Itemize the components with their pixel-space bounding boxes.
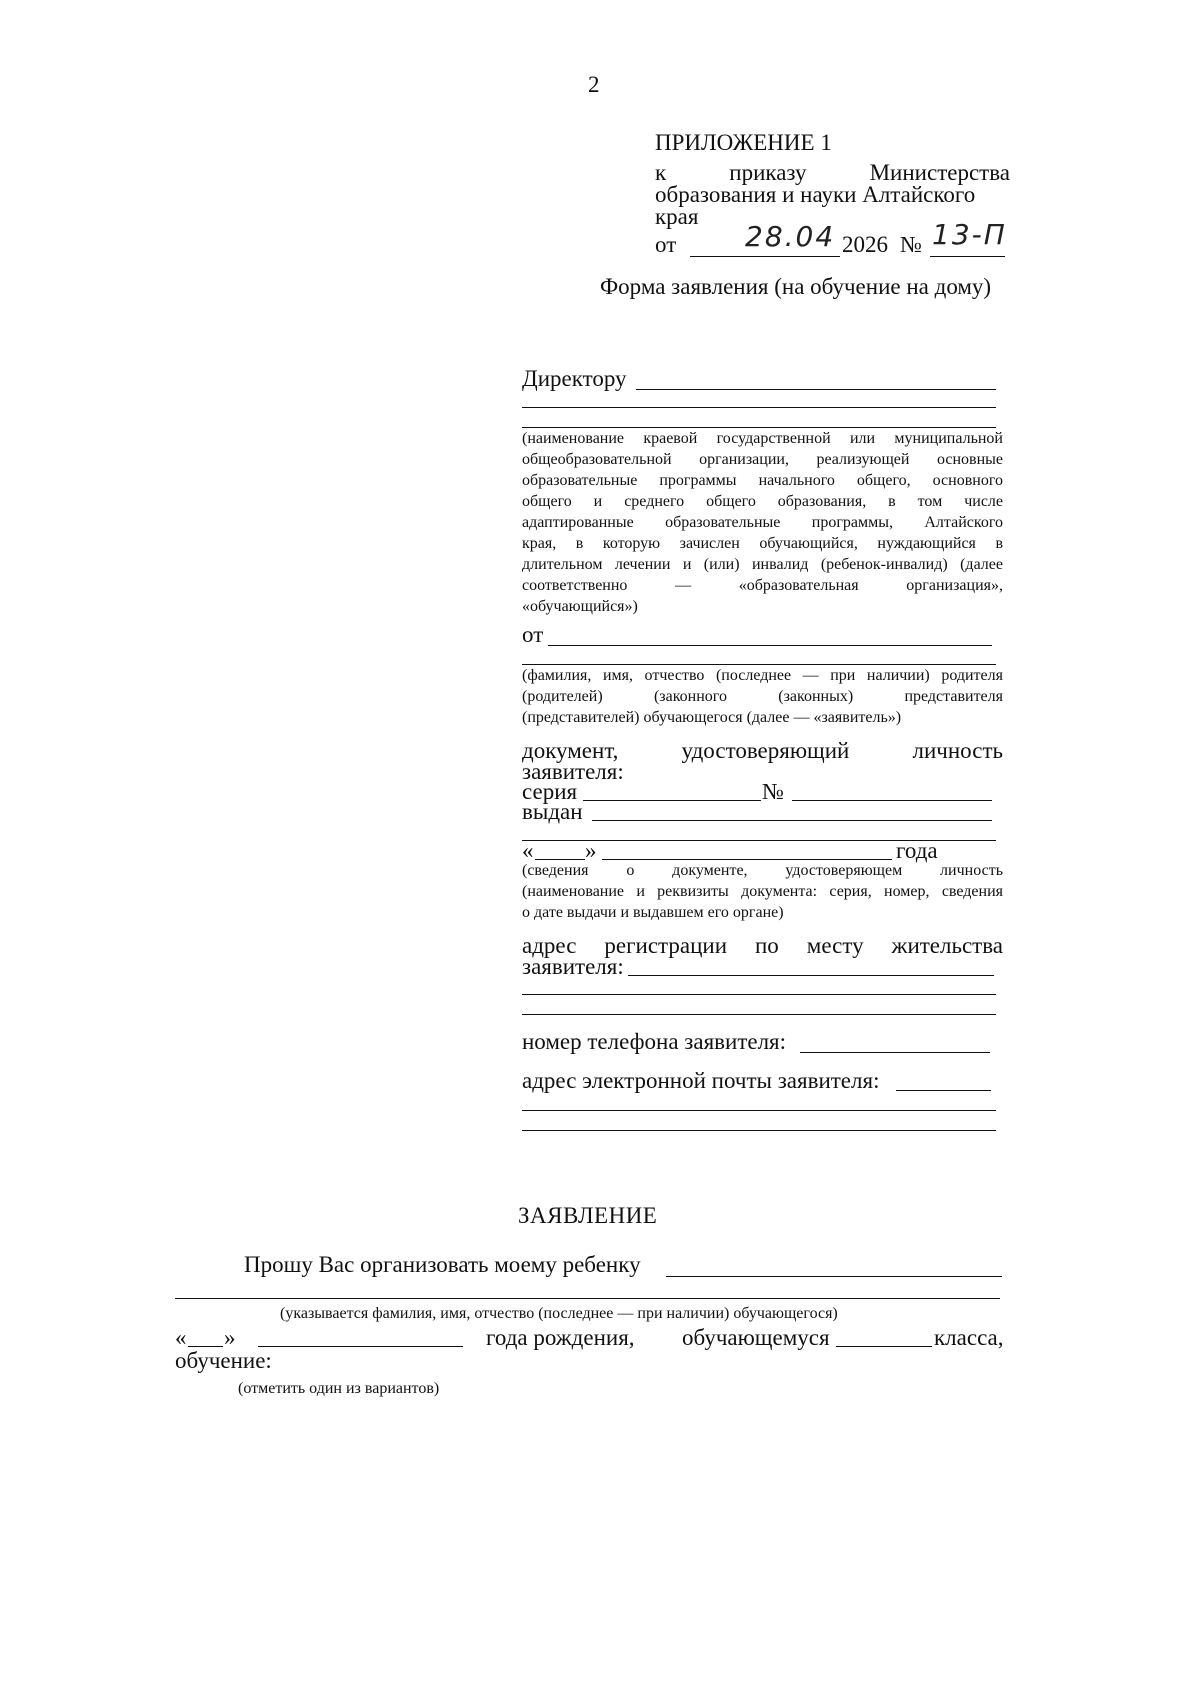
director-note-line: общеобразовательной организации, реализующей основные — [522, 451, 1003, 468]
issue-year-label: года — [896, 838, 938, 863]
child-name-field-line-1[interactable] — [666, 1276, 1002, 1277]
appendix-ministry-word: Министерства — [869, 160, 1010, 185]
studying-label: обучающемуся — [682, 1325, 830, 1350]
education-label: обучение: — [175, 1348, 272, 1373]
from-note-line: (родителей) (законного (законных) представителя — [522, 688, 1003, 705]
doc-number-label: № — [762, 779, 784, 804]
address-field-line-2[interactable] — [522, 994, 996, 995]
document-heading-line-1: документ, удостоверяющий личность — [522, 738, 1003, 763]
document-heading-line-2: заявителя: — [522, 759, 624, 784]
series-field-line[interactable] — [583, 800, 761, 801]
phone-label: номер телефона заявителя: — [522, 1029, 787, 1054]
page-number: 2 — [588, 72, 600, 97]
appendix-line-2: образования и науки Алтайского — [655, 182, 976, 207]
class-label: класса, — [934, 1325, 1004, 1350]
issue-day-open-quote: « — [522, 838, 534, 863]
director-note — [522, 428, 1003, 617]
director-note-line: длительном лечении и (или) инвалид (ребенок-инвалид) (далее — [522, 556, 1003, 573]
director-note-line: (наименование краевой государственной или муниципальной — [522, 430, 1003, 447]
from-note-line: (представителей) обучающегося (далее — «заявитель») — [522, 709, 902, 726]
issue-day-close-quote: » — [585, 838, 597, 863]
director-note-line: края, в которую зачислен обучающийся, нуждающийся в — [522, 535, 1003, 552]
child-name-field-line-2[interactable] — [175, 1298, 1000, 1299]
handwritten-date: 28.04 — [745, 220, 836, 253]
issued-field-line-1[interactable] — [592, 820, 992, 821]
document-note-line: (сведения о документе, удостоверяющем личность — [522, 862, 1003, 879]
class-field-line[interactable] — [836, 1346, 932, 1347]
director-label: Директору — [522, 366, 627, 391]
director-note-line: «обучающийся») — [522, 598, 638, 615]
address-heading-line-2: заявителя: — [522, 954, 624, 979]
document-note-line: о дате выдачи и выдавшем его органе) — [522, 904, 784, 921]
number-underline — [930, 256, 1005, 257]
birth-year-label: года рождения, — [486, 1325, 635, 1350]
director-note-line: адаптированные образовательные программы, Алтайского — [522, 514, 1003, 531]
director-note-line: соответственно — «образовательная организация», — [522, 577, 1003, 594]
appendix-k: к — [655, 160, 667, 185]
birth-day-field-line[interactable] — [188, 1346, 223, 1347]
date-underline — [690, 256, 840, 257]
from-note-line: (фамилия, имя, отчество (последнее — при наличии) родителя — [522, 667, 1003, 684]
birth-day-close-quote: » — [224, 1325, 236, 1350]
appendix-line-3: края — [655, 204, 699, 229]
handwritten-number: 13-П — [932, 218, 1007, 251]
address-field-line-1[interactable] — [628, 975, 994, 976]
birth-year-field-line[interactable] — [258, 1346, 463, 1347]
email-field-line-1[interactable] — [896, 1090, 991, 1091]
doc-number-field-line[interactable] — [792, 800, 992, 801]
from-note — [522, 665, 1003, 728]
email-field-line-3[interactable] — [522, 1130, 996, 1131]
child-note: (указывается фамилия, имя, отчество (последнее — при наличии) обучающегося) — [280, 1305, 838, 1322]
appendix-year: 2026 — [842, 232, 888, 257]
appendix-from-label: от — [655, 232, 677, 257]
form-caption: Форма заявления (на обучение на дому) — [600, 274, 992, 299]
appendix-order-word: приказу — [729, 160, 807, 185]
email-field-line-2[interactable] — [522, 1110, 996, 1111]
director-field-line-2[interactable] — [522, 407, 996, 408]
issued-label: выдан — [522, 799, 583, 824]
email-label: адрес электронной почты заявителя: — [522, 1068, 880, 1093]
document-note — [522, 860, 1003, 923]
director-note-line: образовательные программы начального общего, основного — [522, 472, 1003, 489]
address-heading-line-1: адрес регистрации по месту жительства — [522, 933, 1003, 958]
number-sign: № — [900, 232, 922, 257]
choose-note: (отметить один из вариантов) — [238, 1380, 440, 1397]
from-field-line-1[interactable] — [548, 645, 992, 646]
statement-line-1: Прошу Вас организовать моему ребенку — [244, 1252, 641, 1277]
document-note-line: (наименование и реквизиты документа: серия, номер, сведения — [522, 883, 1003, 900]
address-field-line-3[interactable] — [522, 1014, 996, 1015]
director-field-line-1[interactable] — [636, 389, 996, 390]
from-label: от — [522, 622, 544, 647]
birth-day-open-quote: « — [175, 1325, 187, 1350]
statement-title: ЗАЯВЛЕНИЕ — [518, 1203, 658, 1228]
appendix-title: ПРИЛОЖЕНИЕ 1 — [655, 130, 832, 155]
phone-field-line[interactable] — [800, 1052, 990, 1053]
director-note-line: общего и среднего общего образования, в том числе — [522, 493, 1003, 510]
series-label: серия — [522, 779, 578, 804]
